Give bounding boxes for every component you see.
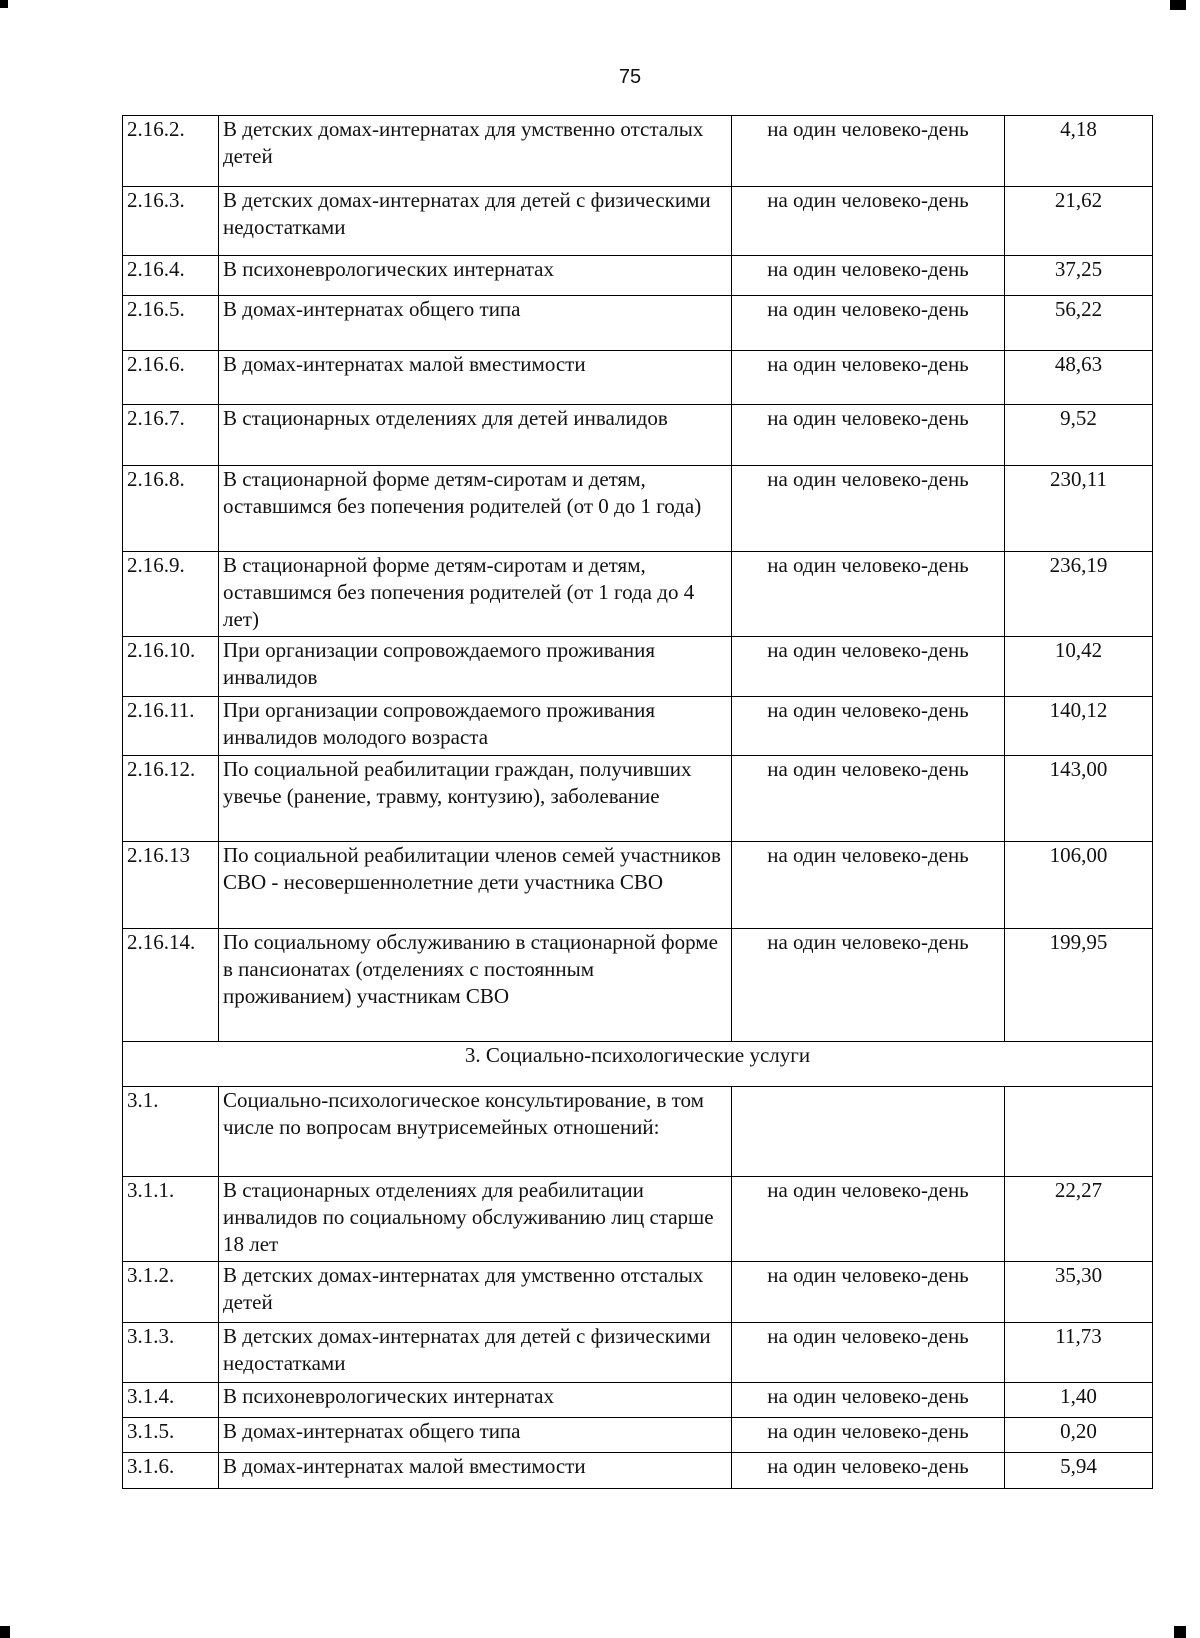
table-row — [123, 1087, 1153, 1177]
row-number: 2.16.10. — [123, 637, 219, 697]
row-number: 2.16.13 — [123, 842, 219, 929]
row-number: 3.1.3. — [123, 1323, 219, 1383]
table-row — [123, 1453, 1153, 1489]
row-name: В детских домах-интернатах для детей с физическими недостатками — [219, 1323, 732, 1383]
table-row — [123, 1418, 1153, 1453]
row-number: 3.1.2. — [123, 1262, 219, 1323]
row-number: 2.16.11. — [123, 697, 219, 756]
row-number: 2.16.8. — [123, 466, 219, 552]
row-unit: на один человеко-день — [732, 1453, 1005, 1489]
row-value: 56,22 — [1005, 296, 1153, 351]
row-name: В стационарных отделениях для детей инвалидов — [219, 405, 732, 466]
row-value: 37,25 — [1005, 256, 1153, 296]
row-name: При организации сопровождаемого проживания инвалидов молодого возраста — [219, 697, 732, 756]
row-name: В психоневрологических интернатах — [219, 1383, 732, 1418]
row-name: В детских домах-интернатах для детей с физическими недостатками — [219, 187, 732, 256]
row-value: 140,12 — [1005, 697, 1153, 756]
table-row — [123, 296, 1153, 351]
row-name: По социальной реабилитации членов семей участников СВО - несовершеннолетние дети участника СВО — [219, 842, 732, 929]
row-value: 22,27 — [1005, 1177, 1153, 1262]
table-row — [123, 929, 1153, 1042]
row-value: 230,11 — [1005, 466, 1153, 552]
row-value: 106,00 — [1005, 842, 1153, 929]
row-name: В детских домах-интернатах для умственно отсталых детей — [219, 1262, 732, 1323]
row-value: 199,95 — [1005, 929, 1153, 1042]
row-unit: на один человеко-день — [732, 296, 1005, 351]
row-value: 10,42 — [1005, 637, 1153, 697]
table-row — [123, 256, 1153, 296]
row-number: 2.16.2. — [123, 116, 219, 187]
table-row — [123, 1177, 1153, 1262]
row-unit: на один человеко-день — [732, 1177, 1005, 1262]
row-unit: на один человеко-день — [732, 187, 1005, 256]
row-unit: на один человеко-день — [732, 697, 1005, 756]
row-unit: на один человеко-день — [732, 466, 1005, 552]
row-name: Социально-психологическое консультирование, в том числе по вопросам внутрисемейных отношений: — [219, 1087, 732, 1177]
table-row — [123, 697, 1153, 756]
row-number: 2.16.12. — [123, 756, 219, 842]
row-unit: на один человеко-день — [732, 756, 1005, 842]
tariff-table — [122, 115, 1153, 1489]
row-unit: на один человеко-день — [732, 929, 1005, 1042]
row-unit: на один человеко-день — [732, 116, 1005, 187]
row-value: 4,18 — [1005, 116, 1153, 187]
row-number: 3.1.4. — [123, 1383, 219, 1418]
row-name: В домах-интернатах общего типа — [219, 296, 732, 351]
row-value: 35,30 — [1005, 1262, 1153, 1323]
table-row — [123, 842, 1153, 929]
table-row — [123, 1262, 1153, 1323]
row-unit: на один человеко-день — [732, 351, 1005, 405]
row-name: В стационарной форме детям-сиротам и детям, оставшимся без попечения родителей (от 0 до 1 года) — [219, 466, 732, 552]
row-number: 3.1.1. — [123, 1177, 219, 1262]
table-row — [123, 552, 1153, 637]
row-name: По социальному обслуживанию в стационарной форме в пансионатах (отделениях с постоянным проживанием) участникам СВО — [219, 929, 732, 1042]
row-value: 1,40 — [1005, 1383, 1153, 1418]
table-row — [123, 1383, 1153, 1418]
table-row — [123, 756, 1153, 842]
row-number: 2.16.3. — [123, 187, 219, 256]
section-header-row — [123, 1042, 1153, 1087]
row-name: В домах-интернатах малой вместимости — [219, 1453, 732, 1489]
row-value: 21,62 — [1005, 187, 1153, 256]
row-number: 2.16.5. — [123, 296, 219, 351]
section-title: 3. Социально-психологические услуги — [123, 1042, 1153, 1087]
row-name: В стационарной форме детям-сиротам и детям, оставшимся без попечения родителей (от 1 года до 4 лет) — [219, 552, 732, 637]
scan-corner-mark — [0, 1626, 10, 1638]
row-number: 2.16.14. — [123, 929, 219, 1042]
row-number: 2.16.7. — [123, 405, 219, 466]
row-name: В детских домах-интернатах для умственно отсталых детей — [219, 116, 732, 187]
table-row — [123, 405, 1153, 466]
row-unit: на один человеко-день — [732, 1383, 1005, 1418]
row-name: В домах-интернатах общего типа — [219, 1418, 732, 1453]
page-number: 75 — [618, 66, 642, 88]
row-number: 2.16.4. — [123, 256, 219, 296]
table-row — [123, 637, 1153, 697]
row-unit: на один человеко-день — [732, 637, 1005, 697]
row-number: 2.16.6. — [123, 351, 219, 405]
row-number: 3.1.6. — [123, 1453, 219, 1489]
row-unit: на один человеко-день — [732, 256, 1005, 296]
row-unit: на один человеко-день — [732, 1323, 1005, 1383]
scan-corner-mark — [0, 0, 8, 8]
row-unit: на один человеко-день — [732, 1262, 1005, 1323]
table-row — [123, 187, 1153, 256]
row-unit: на один человеко-день — [732, 842, 1005, 929]
row-name: При организации сопровождаемого проживания инвалидов — [219, 637, 732, 697]
row-name: В стационарных отделениях для реабилитации инвалидов по социальному обслуживанию лиц старше 18 лет — [219, 1177, 732, 1262]
row-name: В домах-интернатах малой вместимости — [219, 351, 732, 405]
row-name: По социальной реабилитации граждан, получивших увечье (ранение, травму, контузию), заболевание — [219, 756, 732, 842]
row-value: 5,94 — [1005, 1453, 1153, 1489]
row-value: 48,63 — [1005, 351, 1153, 405]
row-value: 11,73 — [1005, 1323, 1153, 1383]
row-value: 9,52 — [1005, 405, 1153, 466]
row-unit: на один человеко-день — [732, 552, 1005, 637]
row-number: 2.16.9. — [123, 552, 219, 637]
row-value — [1005, 1087, 1153, 1177]
table-row — [123, 1323, 1153, 1383]
table-row — [123, 116, 1153, 187]
row-value: 236,19 — [1005, 552, 1153, 637]
row-unit: на один человеко-день — [732, 405, 1005, 466]
scan-corner-mark — [1174, 1626, 1186, 1638]
row-number: 3.1.5. — [123, 1418, 219, 1453]
row-name: В психоневрологических интернатах — [219, 256, 732, 296]
row-value: 0,20 — [1005, 1418, 1153, 1453]
row-unit — [732, 1087, 1005, 1177]
row-unit: на один человеко-день — [732, 1418, 1005, 1453]
table-row — [123, 466, 1153, 552]
row-value: 143,00 — [1005, 756, 1153, 842]
row-number: 3.1. — [123, 1087, 219, 1177]
table-row — [123, 351, 1153, 405]
scan-corner-mark — [1170, 0, 1186, 10]
